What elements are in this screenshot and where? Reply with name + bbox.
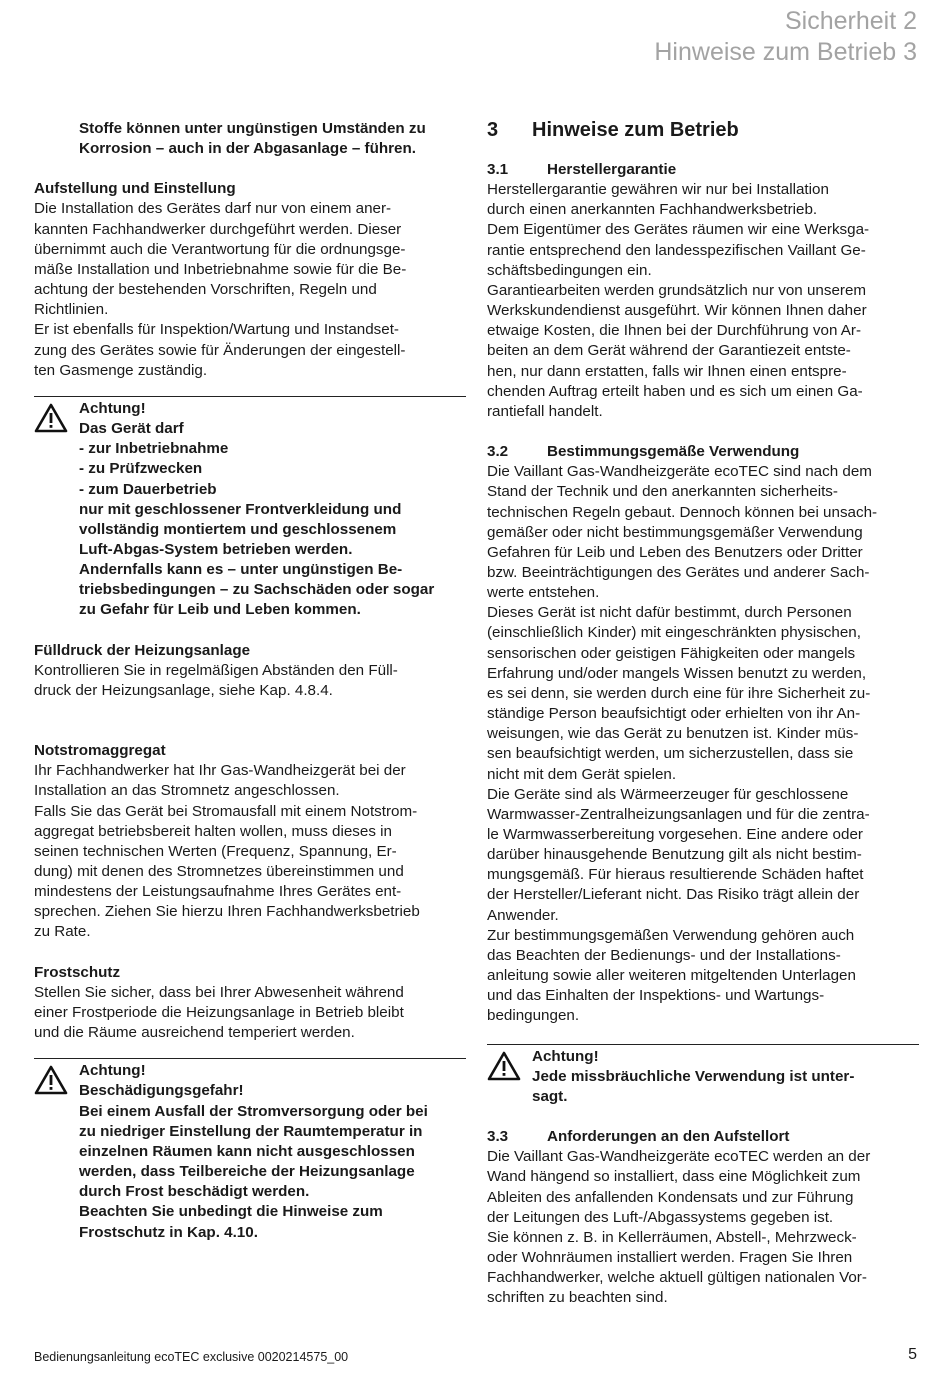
section-heading: Fülldruck der Heizungsanlage <box>34 641 251 659</box>
section-aufstellung: Aufstellung und Einstellung Die Installation des Gerätes darf nur von einem aner- kannten Fachhandwerker durchgeführt werden. Dieser übernimmt auch die Verantwortung für die ordnungsge- mäße Installation und Inbetriebnahme sowie für die Be- achtung der bestehenden Vorschriften, Regeln und Richtlinien. Er ist ebenfalls für Inspektion/Wartung und Instandset- zung des Gerätes sowie für Änderungen der eingestell- ten Gasmenge zuständig. <box>34 179 466 381</box>
section-heading: 3.3 Anforderungen an den Aufstellort <box>487 1128 790 1146</box>
section-heading: Frostschutz <box>34 963 121 981</box>
chapter-title-text: Hinweise zum Betrieb <box>532 119 739 141</box>
section-heading: Notstromaggregat <box>34 742 166 760</box>
section-3-3: 3.3 Anforderungen an den Aufstellort Die Vaillant Gas-Wandheizgeräte ecoTEC werden an der Wand hängend so installiert, dass eine Möglichkeit zum Ableiten des anfallenden Kondensats und zur Führung der Leitungen des Luft-/Abgassystems gegeben ist. Sie können z. B. in Kellerräumen, Abstell-, Mehrzweck- oder Wohnräumen installiert werden. Fragen Sie Ihren Fachhandwerker, welche aktuell gültigen nationalen Vor- schriften zu beachten sind. <box>487 1127 919 1308</box>
warning-triangle-icon <box>34 403 68 433</box>
section-3-1: 3.1 Herstellergarantie Herstellergarantie gewähren wir nur bei Installation durch einen anerkannten Fachhandwerksbetrieb. Dem Eigentümer des Gerätes räumen wir eine Werksga- rantie entsprechend den landesspezifischen Vaillant Ge- schäftsbedingungen ein. Garantiearbeiten werden grundsätzlich nur von unserem Werkskundendienst ausgeführt. Wir können Ihnen daher etwaige Kosten, die Ihnen bei der Durchführung von Ar- beiten an dem Gerät während der Garantiezeit entste- hen, nur dann erstatten, falls wir Ihnen einen entspre- chenden Auftrag erteilt haben und es sich um einen Ga- rantiefall handelt. <box>487 160 919 422</box>
chapter-title <box>487 119 919 141</box>
header-chapter-3: Hinweise zum Betrieb 3 <box>654 38 917 66</box>
section-heading: 3.1 Herstellergarantie <box>487 161 677 178</box>
warning-box: Achtung! Das Gerät darf - zur Inbetriebnahme - zu Prüfzwecken - zum Dauerbetrieb nur mit geschlossener Frontverkleidung und vollständig montiertem und geschlossenem Luft-Abgas-System betrieben werden. Andernfalls kann es – unter ungünstigen Be- triebsbedingungen – zu Sachschäden oder sogar zu Gefahr für Leib und Leben kommen. <box>34 396 466 621</box>
intro-text: Stoffe können unter ungünstigen Umständen zu Korrosion – auch in der Abgasanlage – führen. <box>79 120 426 158</box>
section-notstrom: Notstromaggregat Ihr Fachhandwerker hat Ihr Gas-Wandheizgerät bei der Installation an das Stromnetz angeschlossen. Falls Sie das Gerät bei Stromausfall mit einem Notstrom- aggregat betriebsbereit halten wollen, muss dieses in seinen technischen Werten (Frequenz, Spannung, Er- dung) mit denen des Stromnetzes übereinstimmen und mindestens der Leistungsaufnahme Ihres Gerätes ent- sprechen. Ziehen Sie hierzu Ihren Fachhandwerksbetrieb zu Rate. <box>34 741 466 943</box>
page-number: 5 <box>908 1346 917 1363</box>
section-heading: Aufstellung und Einstellung <box>34 180 236 198</box>
footer-doc-title: Bedienungsanleitung ecoTEC exclusive 0020214575_00 <box>34 1350 349 1364</box>
section-fuelldruck: Fülldruck der Heizungsanlage Kontrollieren Sie in regelmäßigen Abständen den Füll- druck der Heizungsanlage, siehe Kap. 4.8.4. <box>34 641 466 701</box>
left-column <box>34 119 466 1243</box>
warning-triangle-icon <box>34 1065 68 1095</box>
section-frostschutz: Frostschutz Stellen Sie sicher, dass bei Ihrer Abwesenheit während einer Frostperiode die Heizungsanlage in Betrieb bleibt und die Räume ausreichend temperiert werden. <box>34 963 466 1044</box>
warning-triangle-icon <box>487 1051 521 1081</box>
header-chapter-2: Sicherheit 2 <box>784 7 917 35</box>
warning-box: Achtung! Jede missbräuchliche Verwendung ist unter- sagt. <box>487 1044 919 1107</box>
section-heading: 3.2 Bestimmungsgemäße Verwendung <box>487 443 800 461</box>
right-column <box>487 119 919 1308</box>
page-header <box>654 6 917 68</box>
warning-box: Achtung! Beschädigungsgefahr! Bei einem Ausfall der Stromversorgung oder bei zu niedriger Einstellung der Raumtemperatur in einzelnen Räumen kann nicht ausgeschlossen werden, dass Teilbereiche der Heizungsanlage durch Frost beschädigt werden. Beachten Sie unbedingt die Hinweise zum Frostschutz in Kap. 4.10. <box>34 1058 466 1242</box>
section-3-2: 3.2 Bestimmungsgemäße Verwendung Die Vaillant Gas-Wandheizgeräte ecoTEC sind nach dem Stand der Technik und den anerkannten sicherheits- technischen Regeln gebaut. Dennoch können bei unsach- gemäßer oder nicht bestimmungsgemäßer Verwendung Gefahren für Leib und Leben des Benutzers oder Dritter bzw. Beeinträchtigungen des Gerätes und anderer Sach- werte entstehen. Dieses Gerät ist nicht dafür bestimmt, durch Personen (einschließlich Kinder) mit eingeschränkten physischen, sensorischen oder geistigen Fähigkeiten oder mangels Erfahrung und/oder mangels Wissen benutzt zu werden, es sei denn, sie werden durch eine für ihre Sicherheit zu- ständige Person beaufsichtigt oder erhielten von ihr An- weisungen, wie das Gerät zu benutzen ist. Kinder müs- sen beaufsichtigt werden, um sicherzustellen, dass sie nicht mit dem Gerät spielen. Die Geräte sind als Wärmeerzeuger für geschlossene Warmwasser-Zentralheizungsanlagen und für die zentra- le Warmwasserbereitung vorgesehen. Eine andere oder darüber hinausgehende Benutzung gilt als nicht bestim- mungsgemäß. Für hieraus resultierende Schäden haftet der Hersteller/Lieferant nicht. Das Risiko trägt allein der Anwender. Zur bestimmungsgemäßen Verwendung gehören auch das Beachten der Bedienungs- und der Installations- anleitung sowie aller weiteren mitgeltenden Unterlagen und das Einhalten der Inspektions- und Wartungs- bedingungen. <box>487 442 919 1027</box>
chapter-number: 3 <box>487 119 499 141</box>
